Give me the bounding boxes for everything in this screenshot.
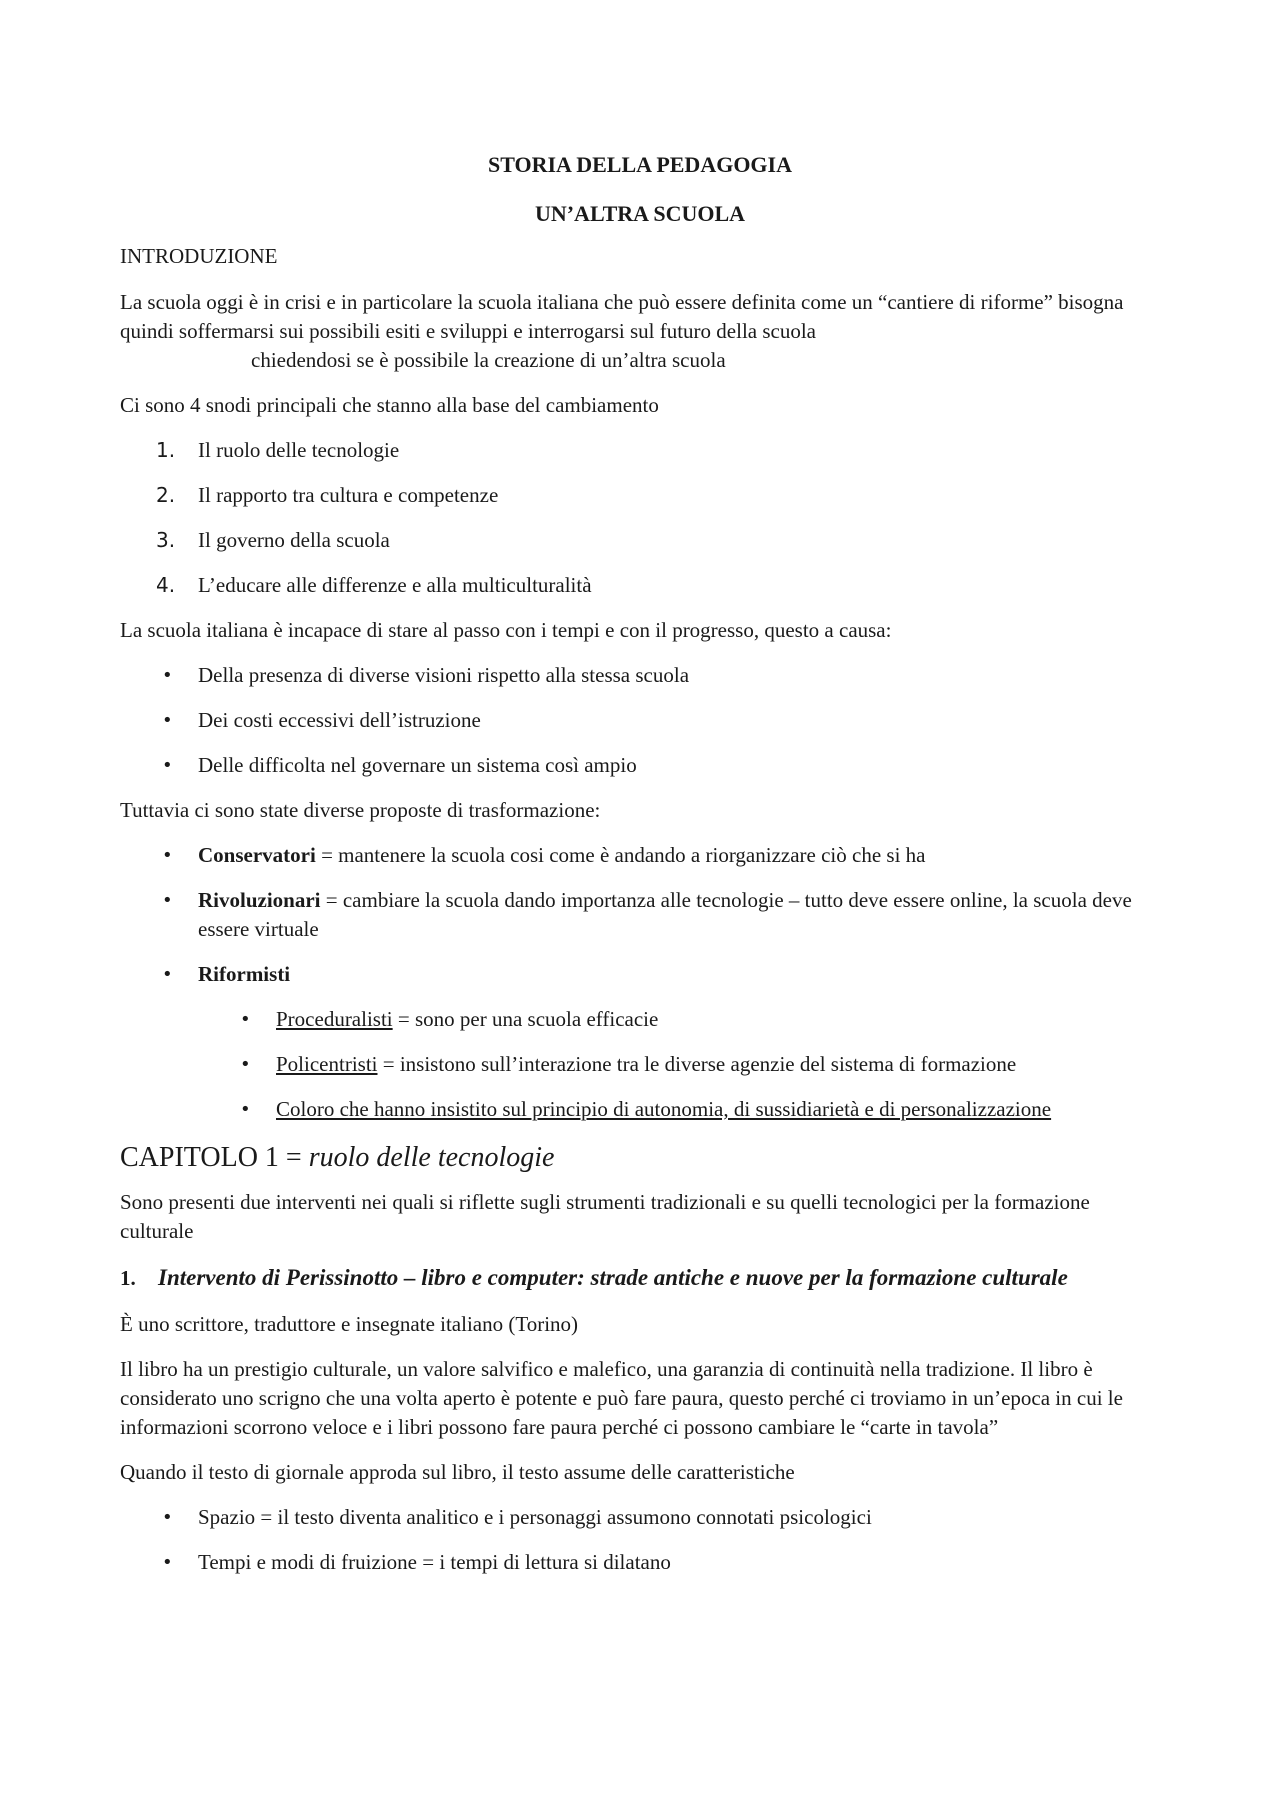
list-item-text: Spazio = il testo diventa analitico e i personaggi assumono connotati psicologici: [198, 1505, 872, 1529]
bullet-icon: •: [162, 710, 173, 731]
list-number: 1.: [156, 438, 176, 462]
section-title: Intervento di Perissinotto – libro e computer: strade antiche e nuove per la formazione culturale: [158, 1265, 1068, 1290]
bullet-icon: •: [162, 964, 173, 985]
list-item-text: = cambiare la scuola dando importanza alle tecnologie – tutto deve essere online, la scuola deve essere virtuale: [198, 888, 1132, 941]
snodi-list: [120, 436, 1160, 600]
caratteristiche-list: [120, 1503, 1160, 1577]
list-item-term: Proceduralisti: [276, 1007, 393, 1031]
list-item: [120, 1005, 1160, 1034]
chapter-paragraph-2: È uno scrittore, traduttore e insegnate italiano (Torino): [120, 1312, 579, 1336]
list-item-text: Il ruolo delle tecnologie: [198, 438, 400, 462]
list-item-text: Delle difficolta nel governare un sistema così ampio: [198, 753, 637, 777]
chapter-title: ruolo delle tecnologie: [308, 1142, 555, 1173]
chapter-heading: [120, 1140, 1160, 1176]
section-number: 1.: [120, 1266, 136, 1290]
list-item: [120, 706, 1160, 735]
list-item-text: Della presenza di diverse visioni rispetto alla stessa scuola: [198, 663, 690, 687]
list-item-text: = insistono sull’interazione tra le diverse agenzie del sistema di formazione: [377, 1052, 1017, 1076]
list-number: 4.: [156, 573, 176, 597]
intro-paragraph-2: Ci sono 4 snodi principali che stanno alla base del cambiamento: [120, 393, 659, 417]
document-title: STORIA DELLA PEDAGOGIA: [487, 152, 792, 177]
section-heading: [120, 1262, 1160, 1294]
list-item-term: Conservatori: [198, 843, 316, 867]
list-item-term: Riformisti: [198, 962, 291, 986]
intro-paragraph-1-text: La scuola oggi è in crisi e in particolare la scuola italiana che può essere definita come un “cantiere di riforme” bisogna quindi soffermarsi sui possibili esiti e sviluppi e interrogarsi sul futuro della scuola: [120, 290, 1124, 343]
list-item: [120, 1050, 1160, 1079]
list-item: [120, 841, 1160, 870]
list-item-text: = sono per una scuola efficacie: [392, 1007, 659, 1031]
bullet-icon: •: [240, 1054, 251, 1075]
chapter-paragraph-4: Quando il testo di giornale approda sul libro, il testo assume delle caratteristiche: [120, 1460, 795, 1484]
list-item: [120, 661, 1160, 690]
intro-heading: INTRODUZIONE: [120, 244, 278, 268]
intro-paragraph-1-continuation: chiedendosi se è possibile la creazione di un’altra scuola: [251, 348, 726, 372]
list-item: [120, 751, 1160, 780]
intro-paragraph-4: Tuttavia ci sono state diverse proposte di trasformazione:: [120, 798, 601, 822]
list-item: [120, 526, 1160, 555]
bullet-icon: •: [162, 1507, 173, 1528]
chapter-paragraph-3: Il libro ha un prestigio culturale, un valore salvifico e malefico, una garanzia di continuità nella tradizione. Il libro è considerato uno scrigno che una volta aperto è potente e può fare paura, questo perché ci troviamo in un’epoca in cui le informazioni scorrono veloce e i libri possono fare paura perché ci possono cambiare le “carte in tavola”: [120, 1357, 1123, 1439]
list-item-text: Dei costi eccessivi dell’istruzione: [198, 708, 481, 732]
list-item: [120, 1503, 1160, 1532]
intro-paragraph-1: [120, 288, 1160, 375]
list-item-term: Policentristi: [276, 1052, 378, 1076]
list-item: [120, 960, 1160, 989]
chapter-label: CAPITOLO 1 =: [120, 1142, 309, 1173]
list-item-text: L’educare alle differenze e alla multiculturalità: [198, 573, 592, 597]
list-item-term: Rivoluzionari: [198, 888, 321, 912]
bullet-icon: •: [240, 1099, 251, 1120]
cause-list: [120, 661, 1160, 780]
bullet-icon: •: [162, 890, 173, 911]
proposte-list: [120, 841, 1160, 989]
intro-paragraph-3: La scuola italiana è incapace di stare al passo con i tempi e con il progresso, questo a causa:: [120, 618, 892, 642]
bullet-icon: •: [162, 1552, 173, 1573]
document-subtitle: UN’ALTRA SCUOLA: [534, 201, 746, 226]
chapter-paragraph-1: Sono presenti due interventi nei quali si riflette sugli strumenti tradizionali e su quelli tecnologici per la formazione culturale: [120, 1190, 1090, 1243]
list-item: [120, 571, 1160, 600]
list-item-text: Il governo della scuola: [198, 528, 390, 552]
list-number: 3.: [156, 528, 176, 552]
list-number: 2.: [156, 483, 176, 507]
list-item-text: Il rapporto tra cultura e competenze: [198, 483, 499, 507]
list-item-text: = mantenere la scuola cosi come è andando a riorganizzare ciò che si ha: [315, 843, 926, 867]
list-item: [120, 481, 1160, 510]
bullet-icon: •: [162, 665, 173, 686]
bullet-icon: •: [162, 845, 173, 866]
bullet-icon: •: [240, 1009, 251, 1030]
list-item-term: Coloro che hanno insistito sul principio di autonomia, di sussidiarietà e di personalizzazione: [276, 1097, 1052, 1121]
list-item: [120, 1095, 1160, 1124]
bullet-icon: •: [162, 755, 173, 776]
list-item: [120, 886, 1160, 944]
riformisti-list: [120, 1005, 1160, 1124]
list-item-text: Tempi e modi di fruizione = i tempi di lettura si dilatano: [198, 1550, 671, 1574]
document-page: [120, 150, 1160, 1593]
list-item: [120, 436, 1160, 465]
list-item: [120, 1548, 1160, 1577]
